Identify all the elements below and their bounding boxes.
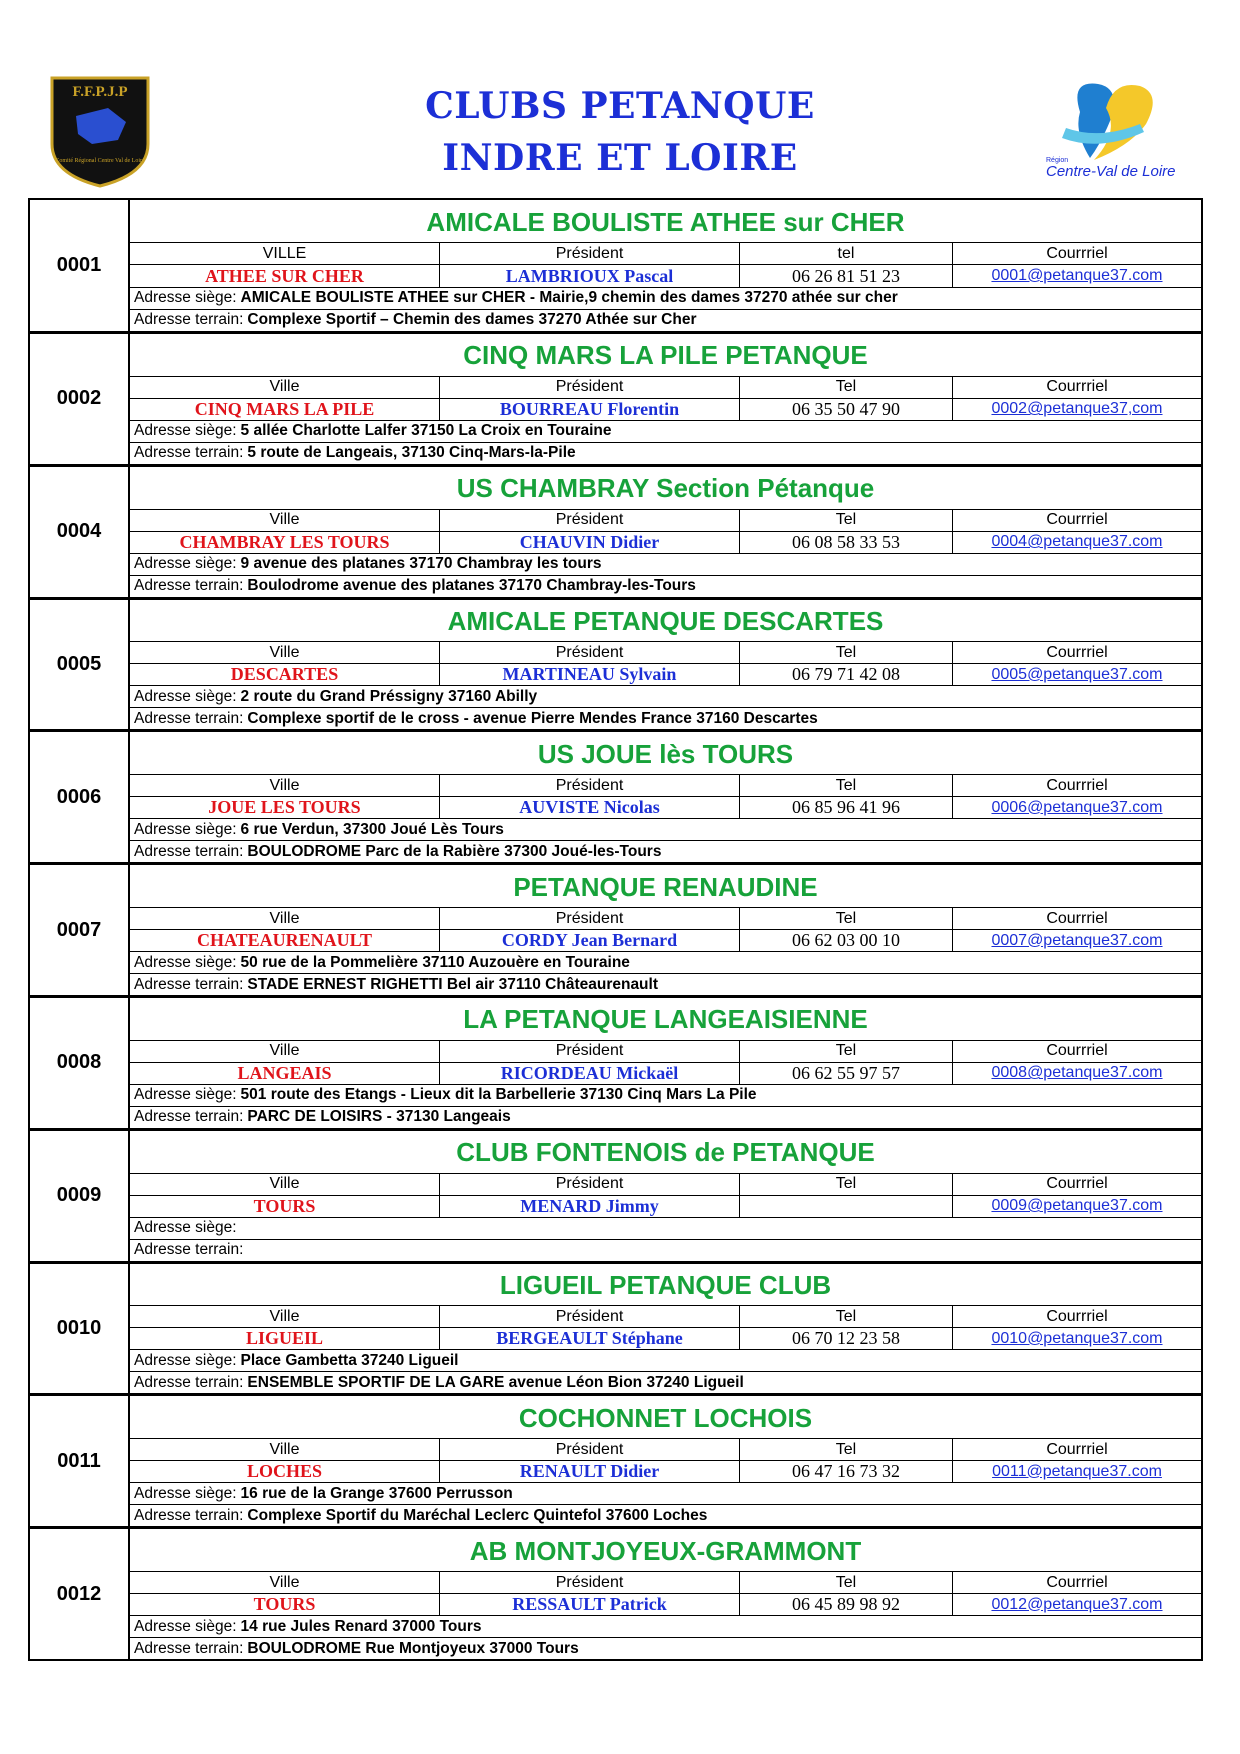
- adresse-terrain-row: [130, 1638, 1201, 1659]
- adresse-terrain-value: PARC DE LOISIRS - 37130 Langeais: [247, 1108, 511, 1126]
- club-name: US CHAMBRAY Section Pétanque: [130, 467, 1201, 510]
- adresse-terrain-label: Adresse terrain:: [134, 1639, 244, 1657]
- adresse-siege-row: [130, 1483, 1201, 1505]
- courriel-header: Courrriel: [1046, 643, 1108, 661]
- courriel-cell: [953, 930, 1201, 951]
- value-row: [130, 532, 1201, 554]
- president-value: MARTINEAU Sylvain: [440, 664, 740, 685]
- president-value: MENARD Jimmy: [440, 1196, 740, 1217]
- tel-header: Tel: [740, 642, 953, 663]
- adresse-terrain-row: [130, 1372, 1201, 1393]
- value-row: [130, 930, 1201, 952]
- email-link[interactable]: 0010@petanque37.com: [991, 1329, 1163, 1347]
- adresse-siege-row: [130, 1350, 1201, 1372]
- club-block: [30, 200, 1201, 331]
- value-row: [130, 1196, 1201, 1218]
- adresse-terrain-value: BOULODROME Rue Montjoyeux 37000 Tours: [247, 1639, 579, 1657]
- courriel-header: Courrriel: [1046, 378, 1108, 396]
- ville-header: Ville: [130, 510, 440, 531]
- adresse-terrain-label: Adresse terrain:: [134, 311, 244, 329]
- adresse-siege-label: Adresse siège:: [134, 1484, 237, 1502]
- president-header: Président: [440, 1174, 740, 1195]
- president-header: Président: [440, 1306, 740, 1327]
- ville-value: LANGEAIS: [130, 1063, 440, 1084]
- club-code: 0001: [30, 200, 130, 331]
- ville-value: CINQ MARS LA PILE: [130, 399, 440, 420]
- club-detail: [130, 467, 1201, 597]
- header-row: [130, 510, 1201, 532]
- club-name: LIGUEIL PETANQUE CLUB: [130, 1264, 1201, 1307]
- tel-value: 06 62 55 97 57: [740, 1063, 953, 1084]
- tel-value: [740, 1196, 953, 1217]
- adresse-siege-row: [130, 554, 1201, 576]
- ffpjp-logo: [48, 74, 152, 188]
- email-link[interactable]: 0008@petanque37.com: [991, 1064, 1163, 1082]
- ville-header: VILLE: [130, 243, 440, 264]
- region-logo-text: Centre-Val de Loire: [1046, 163, 1176, 180]
- adresse-terrain-value: 5 route de Langeais, 37130 Cinq-Mars-la-Pile: [247, 444, 576, 462]
- club-detail: [130, 1529, 1201, 1659]
- adresse-terrain-value: Complexe Sportif – Chemin des dames 37270 Athée sur Cher: [247, 311, 697, 329]
- club-detail: [130, 998, 1201, 1128]
- ville-value: ATHEE SUR CHER: [130, 265, 440, 286]
- president-value: CHAUVIN Didier: [440, 532, 740, 553]
- tel-header: tel: [740, 243, 953, 264]
- president-value: CORDY Jean Bernard: [440, 930, 740, 951]
- ville-header: Ville: [130, 1041, 440, 1062]
- adresse-siege-value: 2 route du Grand Préssigny 37160 Abilly: [240, 687, 538, 705]
- header-row: [130, 1041, 1201, 1063]
- courriel-header: Courrriel: [1046, 776, 1108, 794]
- email-link[interactable]: 0005@petanque37.com: [991, 665, 1163, 683]
- courriel-cell: [953, 1196, 1201, 1217]
- email-link[interactable]: 0004@petanque37.com: [991, 533, 1163, 551]
- header-row: [130, 908, 1201, 930]
- courriel-header: Courrriel: [1046, 511, 1108, 529]
- adresse-terrain-row: [130, 708, 1201, 729]
- club-block: [30, 862, 1201, 995]
- adresse-siege-row: [130, 952, 1201, 974]
- adresse-siege-row: [130, 288, 1201, 310]
- president-value: RENAULT Didier: [440, 1461, 740, 1482]
- president-header: Président: [440, 377, 740, 398]
- tel-header: Tel: [740, 377, 953, 398]
- adresse-siege-value: 50 rue de la Pommelière 37110 Auzouère en Touraine: [240, 953, 630, 971]
- adresse-siege-label: Adresse siège:: [134, 1351, 237, 1369]
- club-name: AB MONTJOYEUX-GRAMMONT: [130, 1529, 1201, 1572]
- tel-value: 06 70 12 23 58: [740, 1328, 953, 1349]
- club-code: 0005: [30, 600, 130, 730]
- club-detail: [130, 1131, 1201, 1261]
- page-title: [380, 80, 860, 184]
- adresse-siege-value: 9 avenue des platanes 37170 Chambray les tours: [240, 555, 602, 573]
- value-row: [130, 664, 1201, 686]
- tel-value: 06 79 71 42 08: [740, 664, 953, 685]
- president-value: RESSAULT Patrick: [440, 1594, 740, 1615]
- club-block: [30, 1261, 1201, 1394]
- adresse-siege-row: [130, 1218, 1201, 1240]
- tel-header: Tel: [740, 510, 953, 531]
- ffpjp-logo-subtext: Comité Régional Centre Val de Loire: [55, 158, 145, 164]
- adresse-siege-value: 16 rue de la Grange 37600 Perrusson: [240, 1484, 513, 1502]
- adresse-siege-row: [130, 1616, 1201, 1638]
- adresse-siege-label: Adresse siège:: [134, 1086, 237, 1104]
- email-link[interactable]: 0011@petanque37.com: [992, 1462, 1162, 1480]
- club-detail: [130, 732, 1201, 862]
- club-name: LA PETANQUE LANGEAISIENNE: [130, 998, 1201, 1041]
- club-detail: [130, 865, 1201, 995]
- president-header: Président: [440, 1439, 740, 1460]
- ville-value: CHATEAURENAULT: [130, 930, 440, 951]
- tel-value: 06 62 03 00 10: [740, 930, 953, 951]
- club-code: 0006: [30, 732, 130, 862]
- club-detail: [130, 1396, 1201, 1526]
- courriel-cell: [953, 797, 1201, 818]
- tel-value: 06 47 16 73 32: [740, 1461, 953, 1482]
- email-link[interactable]: 0006@petanque37.com: [991, 798, 1163, 816]
- adresse-terrain-row: [130, 974, 1201, 995]
- club-name: PETANQUE RENAUDINE: [130, 865, 1201, 908]
- header-row: [130, 377, 1201, 399]
- president-header: Président: [440, 243, 740, 264]
- adresse-siege-row: [130, 421, 1201, 443]
- tel-header: Tel: [740, 1306, 953, 1327]
- adresse-terrain-row: [130, 1505, 1201, 1526]
- adresse-terrain-row: [130, 1240, 1201, 1261]
- adresse-siege-value: Place Gambetta 37240 Ligueil: [240, 1351, 459, 1369]
- president-value: BERGEAULT Stéphane: [440, 1328, 740, 1349]
- club-code: 0004: [30, 467, 130, 597]
- club-detail: [130, 600, 1201, 730]
- ffpjp-logo-text: F.F.P.J.P: [72, 84, 128, 100]
- tel-value: 06 45 89 98 92: [740, 1594, 953, 1615]
- club-block: [30, 331, 1201, 464]
- header-row: [130, 1439, 1201, 1461]
- club-code: 0009: [30, 1131, 130, 1261]
- adresse-terrain-label: Adresse terrain:: [134, 1241, 244, 1259]
- adresse-siege-label: Adresse siège:: [134, 289, 237, 307]
- president-header: Président: [440, 510, 740, 531]
- adresse-terrain-row: [130, 310, 1201, 331]
- president-header: Président: [440, 775, 740, 796]
- club-name: CINQ MARS LA PILE PETANQUE: [130, 334, 1201, 377]
- courriel-header: Courrriel: [1046, 909, 1108, 927]
- adresse-siege-label: Adresse siège:: [134, 687, 237, 705]
- email-link[interactable]: 0007@petanque37.com: [991, 931, 1163, 949]
- tel-value: 06 85 96 41 96: [740, 797, 953, 818]
- president-value: AUVISTE Nicolas: [440, 797, 740, 818]
- adresse-siege-label: Adresse siège:: [134, 820, 237, 838]
- courriel-header: Courrriel: [1046, 1307, 1108, 1325]
- club-code: 0002: [30, 334, 130, 464]
- courriel-cell: [953, 664, 1201, 685]
- tel-value: 06 35 50 47 90: [740, 399, 953, 420]
- courriel-cell: [953, 532, 1201, 553]
- adresse-terrain-value: ENSEMBLE SPORTIF DE LA GARE avenue Léon Bion 37240 Ligueil: [247, 1373, 744, 1391]
- adresse-siege-value: 501 route des Etangs - Lieux dit la Barbellerie 37130 Cinq Mars La Pile: [240, 1086, 757, 1104]
- club-name: CLUB FONTENOIS de PETANQUE: [130, 1131, 1201, 1174]
- club-code: 0011: [30, 1396, 130, 1526]
- adresse-siege-label: Adresse siège:: [134, 1617, 237, 1635]
- club-name: US JOUE lès TOURS: [130, 732, 1201, 775]
- adresse-terrain-label: Adresse terrain:: [134, 577, 244, 595]
- adresse-terrain-value: BOULODROME Parc de la Rabière 37300 Joué-les-Tours: [247, 842, 662, 860]
- club-name: COCHONNET LOCHOIS: [130, 1396, 1201, 1439]
- ville-value: CHAMBRAY LES TOURS: [130, 532, 440, 553]
- adresse-siege-label: Adresse siège:: [134, 1219, 237, 1237]
- adresse-terrain-value: STADE ERNEST RIGHETTI Bel air 37110 Châteaurenault: [247, 975, 658, 993]
- adresse-terrain-row: [130, 1107, 1201, 1128]
- header-row: [130, 642, 1201, 664]
- email-link[interactable]: 0009@petanque37.com: [991, 1197, 1163, 1215]
- tel-header: Tel: [740, 775, 953, 796]
- ville-header: Ville: [130, 642, 440, 663]
- value-row: [130, 797, 1201, 819]
- club-name: AMICALE PETANQUE DESCARTES: [130, 600, 1201, 643]
- tel-header: Tel: [740, 1572, 953, 1593]
- region-logo-small: Région: [1046, 157, 1069, 164]
- club-detail: [130, 334, 1201, 464]
- clubs-table: [28, 198, 1203, 1661]
- ville-value: LOCHES: [130, 1461, 440, 1482]
- adresse-siege-label: Adresse siège:: [134, 422, 237, 440]
- title-line-1: CLUBS PETANQUE: [425, 85, 815, 127]
- ville-value: TOURS: [130, 1196, 440, 1217]
- club-block: [30, 995, 1201, 1128]
- adresse-terrain-value: Complexe sportif de le cross - avenue Pierre Mendes France 37160 Descartes: [247, 709, 818, 727]
- adresse-siege-value: 14 rue Jules Renard 37000 Tours: [240, 1617, 482, 1635]
- adresse-siege-value: 5 allée Charlotte Lalfer 37150 La Croix en Touraine: [240, 422, 612, 440]
- tel-header: Tel: [740, 1439, 953, 1460]
- club-block: [30, 1128, 1201, 1261]
- adresse-terrain-label: Adresse terrain:: [134, 842, 244, 860]
- region-logo: [1040, 72, 1200, 192]
- header-row: [130, 243, 1201, 265]
- ville-header: Ville: [130, 1174, 440, 1195]
- adresse-siege-value: 6 rue Verdun, 37300 Joué Lès Tours: [240, 820, 504, 838]
- header-row: [130, 1572, 1201, 1594]
- president-value: BOURREAU Florentin: [440, 399, 740, 420]
- club-block: [30, 1526, 1201, 1659]
- email-link[interactable]: 0001@petanque37.com: [991, 267, 1163, 285]
- courriel-cell: [953, 1594, 1201, 1615]
- courriel-header: Courrriel: [1046, 1573, 1108, 1591]
- ville-header: Ville: [130, 908, 440, 929]
- ville-header: Ville: [130, 1572, 440, 1593]
- courriel-cell: [953, 1461, 1201, 1482]
- ville-value: DESCARTES: [130, 664, 440, 685]
- value-row: [130, 265, 1201, 287]
- club-code: 0007: [30, 865, 130, 995]
- club-block: [30, 464, 1201, 597]
- adresse-siege-row: [130, 686, 1201, 708]
- email-link[interactable]: 0002@petanque37,com: [991, 400, 1163, 418]
- adresse-terrain-row: [130, 443, 1201, 464]
- president-value: LAMBRIOUX Pascal: [440, 265, 740, 286]
- adresse-terrain-value: Complexe Sportif du Maréchal Leclerc Quintefol 37600 Loches: [247, 1506, 708, 1524]
- president-header: Président: [440, 642, 740, 663]
- ville-header: Ville: [130, 377, 440, 398]
- value-row: [130, 1063, 1201, 1085]
- tel-value: 06 26 81 51 23: [740, 265, 953, 286]
- courriel-cell: [953, 265, 1201, 286]
- adresse-siege-value: AMICALE BOULISTE ATHEE sur CHER - Mairie,9 chemin des dames 37270 athée sur cher: [240, 289, 898, 307]
- tel-value: 06 08 58 33 53: [740, 532, 953, 553]
- value-row: [130, 399, 1201, 421]
- adresse-terrain-label: Adresse terrain:: [134, 1506, 244, 1524]
- adresse-siege-row: [130, 1085, 1201, 1107]
- club-name: AMICALE BOULISTE ATHEE sur CHER: [130, 200, 1201, 243]
- adresse-terrain-label: Adresse terrain:: [134, 1108, 244, 1126]
- adresse-terrain-label: Adresse terrain:: [134, 975, 244, 993]
- adresse-terrain-row: [130, 576, 1201, 597]
- courriel-cell: [953, 399, 1201, 420]
- tel-header: Tel: [740, 1041, 953, 1062]
- value-row: [130, 1328, 1201, 1350]
- ville-value: JOUE LES TOURS: [130, 797, 440, 818]
- adresse-siege-label: Adresse siège:: [134, 555, 237, 573]
- tel-header: Tel: [740, 1174, 953, 1195]
- adresse-terrain-label: Adresse terrain:: [134, 1373, 244, 1391]
- header-row: [130, 1174, 1201, 1196]
- courriel-header: Courrriel: [1046, 1440, 1108, 1458]
- ville-header: Ville: [130, 1439, 440, 1460]
- value-row: [130, 1461, 1201, 1483]
- president-header: Président: [440, 1041, 740, 1062]
- club-detail: [130, 1264, 1201, 1394]
- header-row: [130, 1306, 1201, 1328]
- club-detail: [130, 200, 1201, 331]
- tel-header: Tel: [740, 908, 953, 929]
- president-header: Président: [440, 908, 740, 929]
- adresse-terrain-label: Adresse terrain:: [134, 444, 244, 462]
- courriel-header: Courrriel: [1046, 244, 1108, 262]
- adresse-terrain-value: Boulodrome avenue des platanes 37170 Chambray-les-Tours: [247, 577, 696, 595]
- president-header: Président: [440, 1572, 740, 1593]
- club-code: 0008: [30, 998, 130, 1128]
- club-block: [30, 597, 1201, 730]
- ville-header: Ville: [130, 1306, 440, 1327]
- title-line-2: INDRE ET LOIRE: [442, 137, 798, 179]
- club-block: [30, 729, 1201, 862]
- courriel-header: Courrriel: [1046, 1042, 1108, 1060]
- club-code: 0010: [30, 1264, 130, 1394]
- ville-value: TOURS: [130, 1594, 440, 1615]
- club-block: [30, 1393, 1201, 1526]
- adresse-terrain-row: [130, 841, 1201, 862]
- ville-header: Ville: [130, 775, 440, 796]
- adresse-siege-row: [130, 819, 1201, 841]
- president-value: RICORDEAU Mickaël: [440, 1063, 740, 1084]
- header-row: [130, 775, 1201, 797]
- courriel-cell: [953, 1063, 1201, 1084]
- club-code: 0012: [30, 1529, 130, 1659]
- adresse-siege-label: Adresse siège:: [134, 953, 237, 971]
- adresse-terrain-label: Adresse terrain:: [134, 709, 244, 727]
- email-link[interactable]: 0012@petanque37.com: [991, 1595, 1163, 1613]
- ville-value: LIGUEIL: [130, 1328, 440, 1349]
- value-row: [130, 1594, 1201, 1616]
- courriel-header: Courrriel: [1046, 1175, 1108, 1193]
- courriel-cell: [953, 1328, 1201, 1349]
